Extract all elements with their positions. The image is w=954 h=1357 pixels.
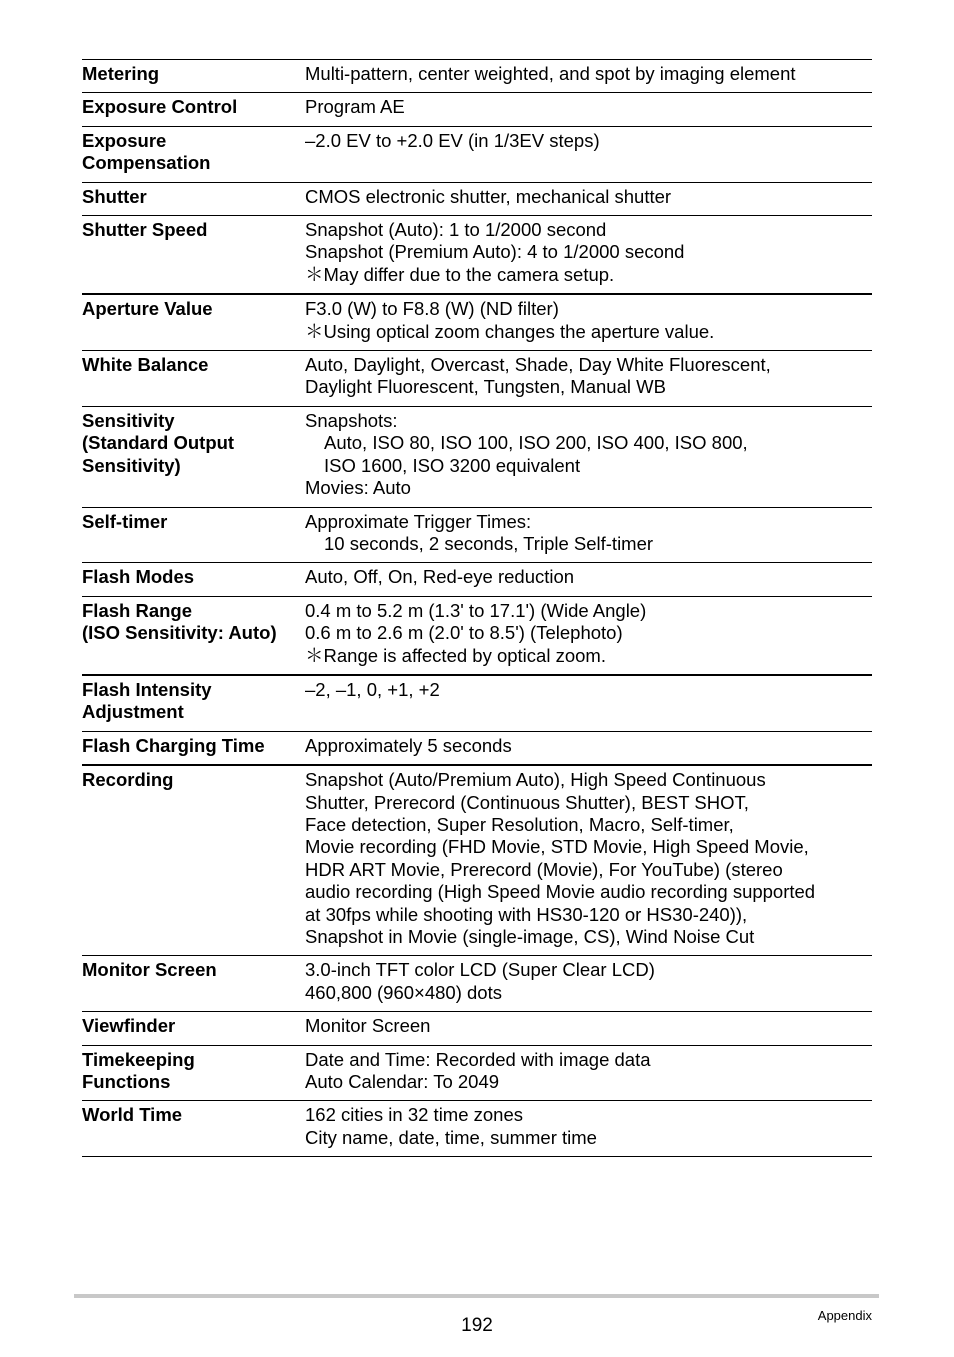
page-number: 192 bbox=[461, 1315, 493, 1336]
spec-value-line: Monitor Screen bbox=[305, 1015, 431, 1037]
spec-label bbox=[82, 60, 305, 93]
spec-label-line: Functions bbox=[82, 1071, 171, 1093]
spec-value-line: audio recording (High Speed Movie audio recording supported bbox=[305, 881, 816, 903]
spec-label-line: Metering bbox=[82, 63, 160, 84]
spec-value-line: Shutter, Prerecord (Continuous Shutter), BEST SHOT, bbox=[305, 791, 749, 813]
spec-label bbox=[82, 765, 305, 956]
spec-value-line: HDR ART Movie, Prerecord (Movie), For YouTube) (stereo bbox=[305, 858, 783, 880]
spec-value-line: 460,800 (960×480) dots bbox=[305, 981, 502, 1003]
spec-value bbox=[305, 182, 872, 215]
spec-value-line: Movies: Auto bbox=[305, 477, 411, 499]
spec-row bbox=[82, 596, 872, 675]
spec-value-line: Date and Time: Recorded with image data bbox=[305, 1048, 651, 1070]
spec-label-line: (Standard Output bbox=[82, 432, 235, 454]
spec-value bbox=[305, 675, 872, 731]
spec-value bbox=[305, 406, 872, 507]
spec-row bbox=[82, 507, 872, 563]
spec-value bbox=[305, 1101, 872, 1157]
spec-value-line: 0.6 m to 2.6 m (2.0' to 8.5') (Telephoto) bbox=[305, 622, 623, 644]
spec-label bbox=[82, 563, 305, 596]
spec-value-line: Approximately 5 seconds bbox=[305, 734, 512, 756]
spec-value-line: Snapshot in Movie (single-image, CS), Wind Noise Cut bbox=[305, 926, 755, 947]
spec-label-line: White Balance bbox=[82, 354, 209, 376]
spec-value bbox=[305, 216, 872, 295]
spec-label bbox=[82, 731, 305, 765]
spec-value-line: Auto, Daylight, Overcast, Shade, Day White Fluorescent, bbox=[305, 354, 771, 376]
spec-label-line: Shutter bbox=[82, 185, 147, 207]
spec-label-line: Compensation bbox=[82, 152, 211, 174]
spec-value-line: Snapshot (Auto/Premium Auto), High Speed Continuous bbox=[305, 769, 766, 791]
spec-value bbox=[305, 294, 872, 350]
spec-row bbox=[82, 60, 872, 93]
spec-value bbox=[305, 563, 872, 596]
spec-value-line: Approximate Trigger Times: bbox=[305, 510, 532, 532]
spec-value-line: 3.0-inch TFT color LCD (Super Clear LCD) bbox=[305, 959, 655, 981]
spec-row bbox=[82, 182, 872, 215]
spec-value-line: Snapshot (Auto): 1 to 1/2000 second bbox=[305, 219, 607, 241]
spec-label bbox=[82, 1045, 305, 1101]
spec-label-line: Timekeeping bbox=[82, 1048, 195, 1070]
spec-label-line: Viewfinder bbox=[82, 1015, 176, 1037]
spec-label-line: Flash Intensity bbox=[82, 678, 212, 700]
spec-value bbox=[305, 351, 872, 407]
spec-label bbox=[82, 956, 305, 1012]
spec-label-line: Flash Range bbox=[82, 599, 192, 621]
spec-label-line: Recording bbox=[82, 769, 174, 791]
spec-label-line: Shutter Speed bbox=[82, 219, 208, 241]
spec-value bbox=[305, 60, 872, 93]
spec-value-line: ＊May differ due to the camera setup. bbox=[305, 263, 615, 285]
spec-value-line: –2, –1, 0, +1, +2 bbox=[305, 678, 440, 700]
spec-row bbox=[82, 1101, 872, 1157]
spec-label bbox=[82, 675, 305, 731]
spec-value-line: F3.0 (W) to F8.8 (W) (ND filter) bbox=[305, 298, 559, 320]
spec-row bbox=[82, 675, 872, 731]
spec-row bbox=[82, 216, 872, 295]
spec-value bbox=[305, 93, 872, 126]
spec-label bbox=[82, 507, 305, 563]
spec-row bbox=[82, 956, 872, 1012]
spec-row bbox=[82, 731, 872, 765]
spec-label bbox=[82, 294, 305, 350]
spec-value-line: Daylight Fluorescent, Tungsten, Manual WB bbox=[305, 376, 666, 398]
spec-label-line: World Time bbox=[82, 1104, 183, 1126]
spec-value-line: Auto, ISO 80, ISO 100, ISO 200, ISO 400, ISO 800, bbox=[324, 432, 748, 454]
spec-value-line: –2.0 EV to +2.0 EV (in 1/3EV steps) bbox=[305, 129, 600, 151]
spec-label bbox=[82, 406, 305, 507]
spec-row bbox=[82, 765, 872, 956]
section-name: Appendix bbox=[817, 1308, 872, 1323]
spec-value bbox=[305, 731, 872, 765]
spec-label-line: Aperture Value bbox=[82, 298, 213, 320]
spec-value bbox=[305, 1012, 872, 1045]
spec-label bbox=[82, 351, 305, 407]
spec-value-line: Snapshot (Premium Auto): 4 to 1/2000 second bbox=[305, 241, 685, 263]
spec-label-line: Flash Modes bbox=[82, 566, 195, 588]
spec-value bbox=[305, 956, 872, 1012]
spec-value-line: 0.4 m to 5.2 m (1.3' to 17.1') (Wide Angle) bbox=[305, 599, 647, 621]
spec-label-line: Monitor Screen bbox=[82, 959, 217, 981]
spec-row bbox=[82, 93, 872, 126]
spec-value-line: CMOS electronic shutter, mechanical shutter bbox=[305, 185, 672, 207]
spec-row bbox=[82, 126, 872, 182]
spec-value bbox=[305, 765, 872, 956]
spec-row bbox=[82, 406, 872, 507]
spec-label bbox=[82, 1012, 305, 1045]
spec-value-line: ＊Range is affected by optical zoom. bbox=[305, 644, 606, 666]
spec-label-line: Self-timer bbox=[82, 510, 168, 532]
spec-label bbox=[82, 216, 305, 295]
spec-row bbox=[82, 1012, 872, 1045]
spec-value-line: Movie recording (FHD Movie, STD Movie, High Speed Movie, bbox=[305, 836, 809, 858]
spec-value-line: Multi-pattern, center weighted, and spot by imaging element bbox=[305, 63, 796, 84]
spec-label-line: Sensitivity bbox=[82, 409, 175, 431]
specifications-table-body bbox=[82, 60, 872, 1157]
spec-label-line: Exposure bbox=[82, 129, 167, 151]
spec-row bbox=[82, 1045, 872, 1101]
spec-value-line: at 30fps while shooting with HS30-120 or HS30-240)), bbox=[305, 903, 748, 925]
spec-value-line: Auto, Off, On, Red-eye reduction bbox=[305, 566, 575, 588]
spec-row bbox=[82, 351, 872, 407]
spec-value-line: Program AE bbox=[305, 96, 405, 118]
spec-value-line: Snapshots: bbox=[305, 409, 398, 431]
spec-label bbox=[82, 1101, 305, 1157]
spec-label-line: Adjustment bbox=[82, 701, 184, 723]
spec-value bbox=[305, 596, 872, 675]
spec-value bbox=[305, 1045, 872, 1101]
spec-label-line: Sensitivity) bbox=[82, 454, 181, 476]
spec-value-line: Auto Calendar: To 2049 bbox=[305, 1071, 500, 1093]
spec-label-line: Flash Charging Time bbox=[82, 734, 265, 756]
spec-label bbox=[82, 596, 305, 675]
spec-value bbox=[305, 126, 872, 182]
spec-row bbox=[82, 294, 872, 350]
spec-value-line: 162 cities in 32 time zones bbox=[305, 1104, 524, 1126]
spec-value-line: City name, date, time, summer time bbox=[305, 1126, 597, 1148]
spec-label-line: Exposure Control bbox=[82, 96, 238, 118]
spec-value-line: 10 seconds, 2 seconds, Triple Self-timer bbox=[324, 532, 654, 554]
spec-label bbox=[82, 93, 305, 126]
spec-value-line: Face detection, Super Resolution, Macro, Self-timer, bbox=[305, 813, 734, 835]
spec-value-line: ＊Using optical zoom changes the aperture value. bbox=[305, 320, 715, 342]
spec-label bbox=[82, 182, 305, 215]
footer-divider bbox=[74, 1294, 879, 1298]
specifications-table bbox=[82, 59, 872, 1157]
spec-label-line: (ISO Sensitivity: Auto) bbox=[82, 622, 277, 644]
spec-value bbox=[305, 507, 872, 563]
spec-row bbox=[82, 563, 872, 596]
spec-value-line: ISO 1600, ISO 3200 equivalent bbox=[324, 454, 581, 476]
spec-label bbox=[82, 126, 305, 182]
